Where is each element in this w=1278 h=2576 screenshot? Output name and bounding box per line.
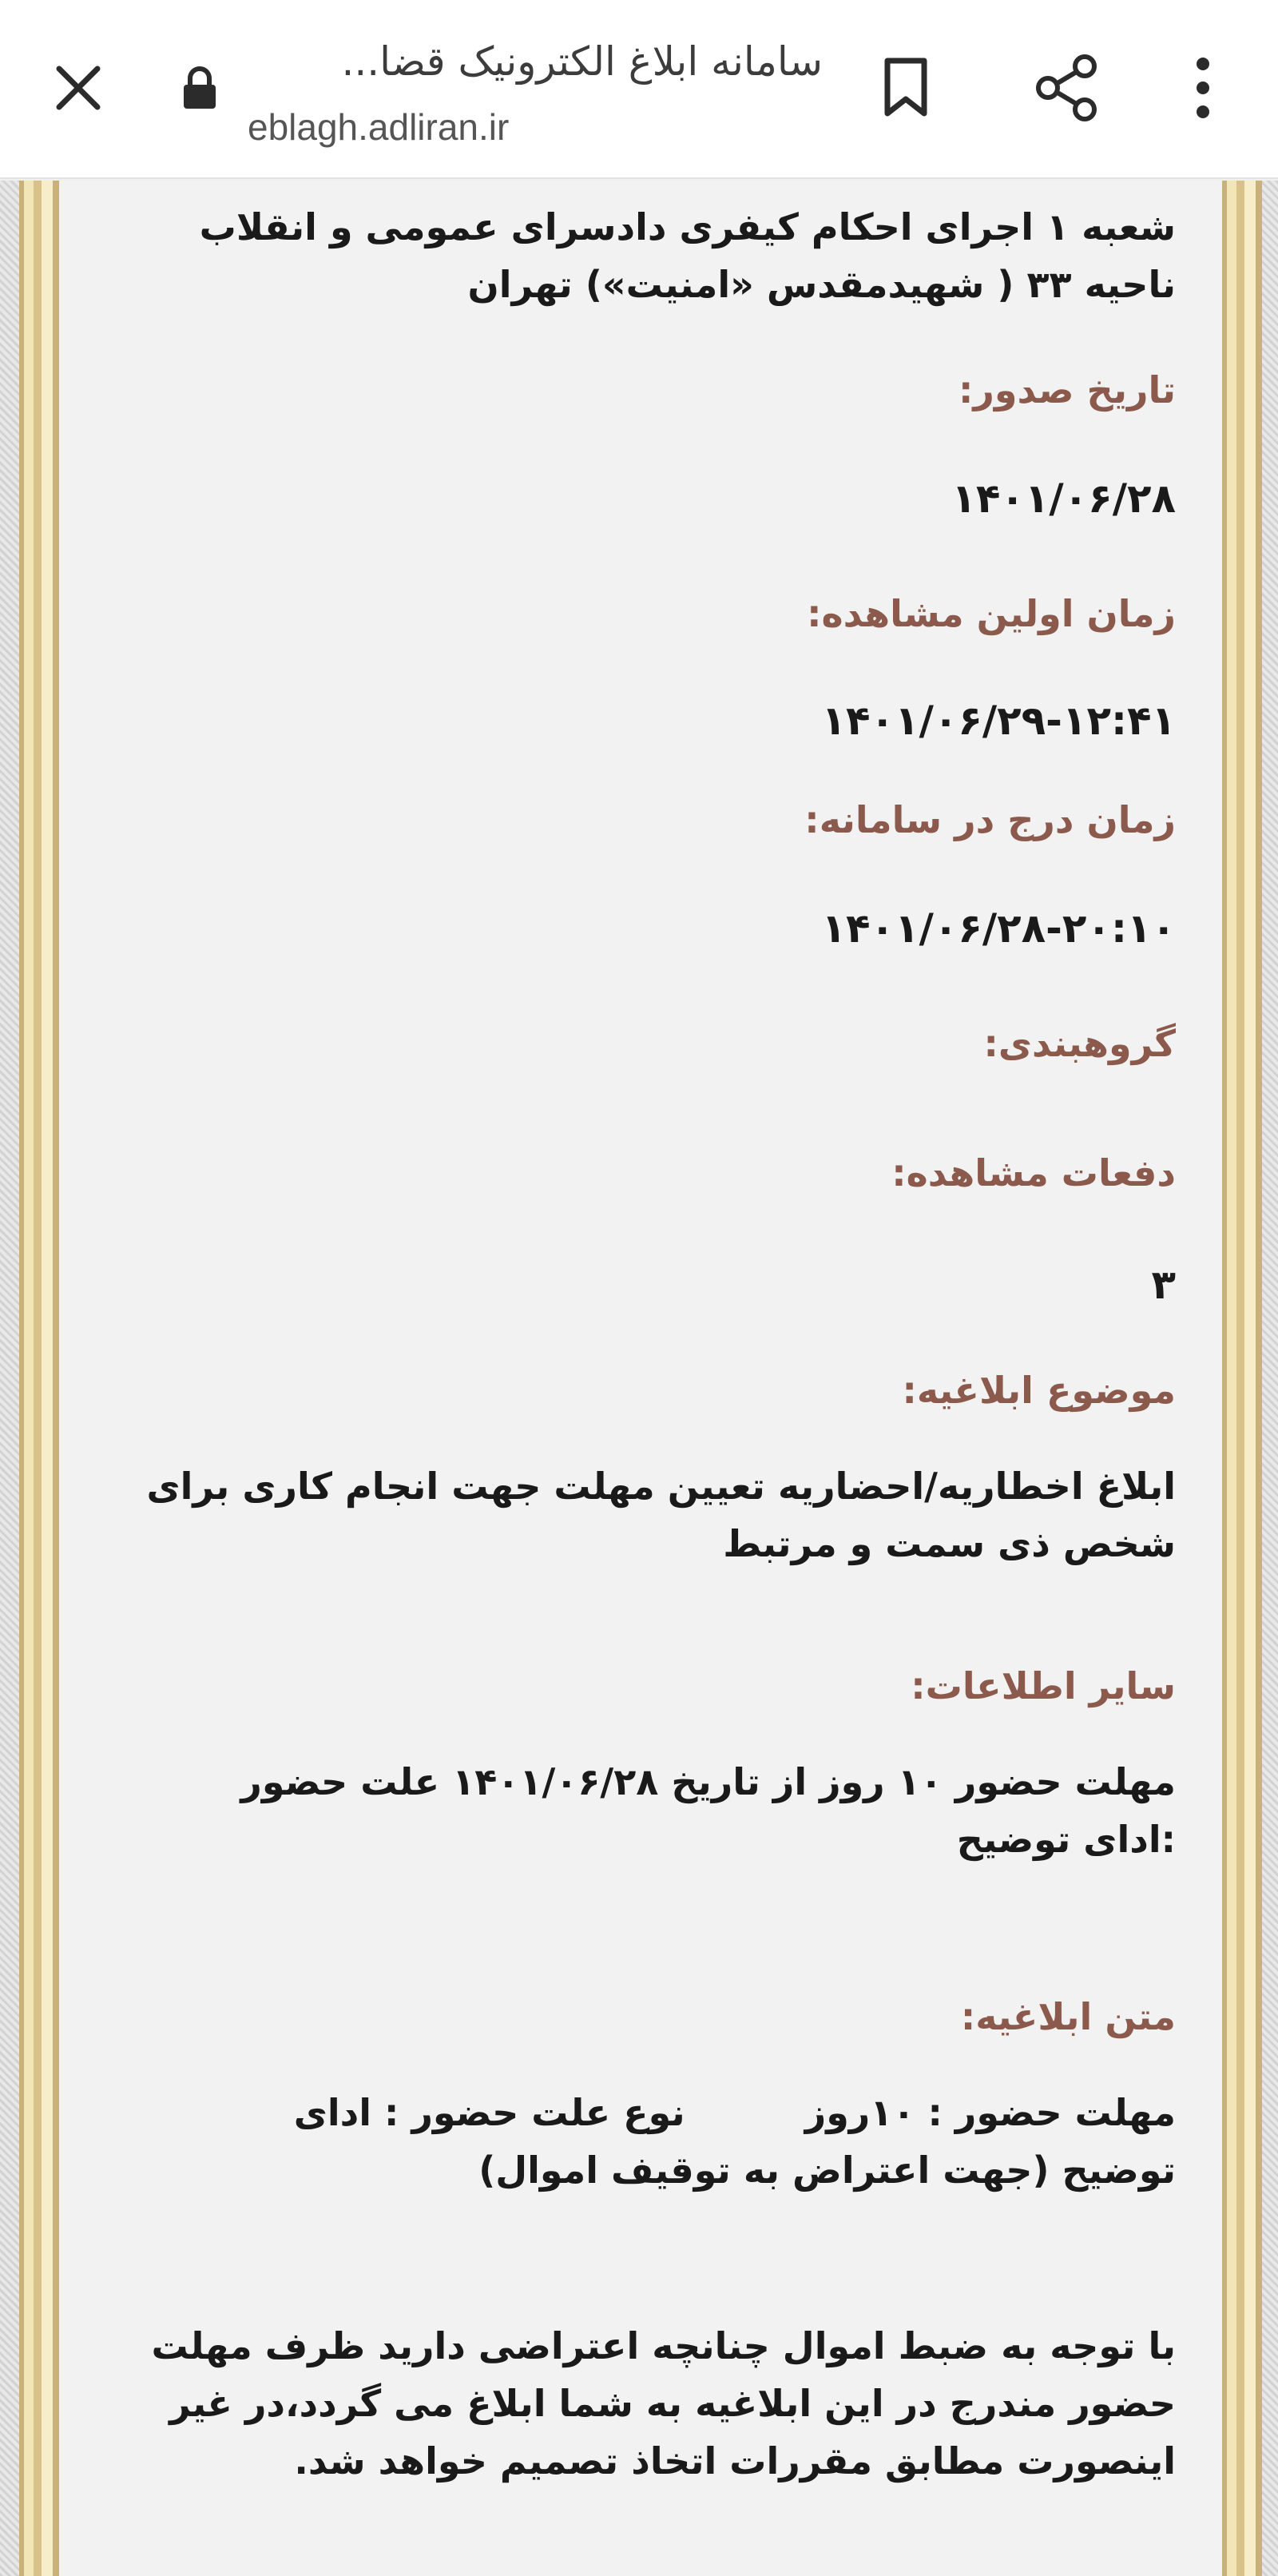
notice-body-line-2: حضور مندرج در این ابلاغیه به شما ابلاغ می گردد،در غیر: [169, 2382, 1176, 2425]
other-info-line-2: :ادای توضیح: [956, 1818, 1176, 1861]
page-url: eblagh.adliran.ir: [248, 106, 510, 148]
notice-text-label: متن ابلاغیه:: [960, 1995, 1176, 2038]
more-menu-button[interactable]: [1179, 51, 1227, 125]
attendance-deadline: مهلت حضور : ۱۰روز: [804, 2091, 1176, 2134]
grouping-label: گروهبندی:: [983, 1022, 1176, 1065]
page-background: [0, 181, 1278, 2576]
other-info-label: سایر اطلاعات:: [911, 1664, 1176, 1707]
share-button[interactable]: [1030, 51, 1102, 125]
issue-date-value: ۱۴۰۱/۰۶/۲۸: [951, 475, 1176, 522]
frame-border-left: [19, 181, 59, 2576]
branch-line-1: شعبه ۱ اجرای احکام کیفری دادسرای عمومی و انقلاب: [199, 205, 1176, 248]
lock-icon[interactable]: [177, 62, 222, 113]
notice-text-line-2: توضیح (جهت اعتراض به توقیف اموال): [478, 2149, 1176, 2192]
page-title-block[interactable]: [248, 32, 823, 152]
view-count-label: دفعات مشاهده:: [891, 1151, 1176, 1195]
notice-panel: [59, 181, 1222, 2576]
bookmark-icon: [883, 58, 929, 118]
other-info-value: [105, 1753, 1176, 1868]
bookmark-button[interactable]: [874, 51, 938, 125]
share-icon: [1034, 54, 1099, 122]
branch-header: [105, 198, 1176, 313]
notice-body: [105, 2317, 1176, 2490]
first-view-label: زمان اولین مشاهده:: [807, 592, 1176, 635]
attendance-reason-type: نوع علت حضور : ادای: [293, 2091, 685, 2134]
entry-time-label: زمان درج در سامانه:: [804, 798, 1176, 841]
branch-line-2: ناحیه ۳۳ ( شهیدمقدس «امنیت») تهران: [467, 263, 1176, 306]
subject-line-2: شخص ذی سمت و مرتبط: [723, 1522, 1176, 1565]
notice-body-line-3: اینصورت مطابق مقررات اتخاذ تصمیم خواهد شد.: [294, 2439, 1176, 2483]
entry-time-value: ۱۴۰۱/۰۶/۲۸-۲۰:۱۰: [821, 905, 1176, 952]
close-button[interactable]: [46, 56, 110, 120]
notice-text-line-1: [105, 2084, 1176, 2141]
more-vert-icon: [1195, 56, 1211, 120]
other-info-line-1: مهلت حضور ۱۰ روز از تاریخ ۱۴۰۱/۰۶/۲۸ علت حضور: [240, 1760, 1176, 1803]
subject-label: موضوع ابلاغیه:: [902, 1369, 1176, 1412]
view-count-value: ۳: [1151, 1262, 1176, 1308]
close-icon: [53, 62, 104, 113]
subject-value: [105, 1457, 1176, 1572]
frame-border-right: [1222, 181, 1262, 2576]
first-view-value: ۱۴۰۱/۰۶/۲۹-۱۲:۴۱: [821, 698, 1176, 744]
notice-body-line-1: با توجه به ضبط اموال چنانچه اعتراضی دارید ظرف مهلت: [151, 2324, 1176, 2367]
subject-line-1: ابلاغ اخطاریه/احضاریه تعیین مهلت جهت انجام کاری برای: [146, 1465, 1176, 1508]
page-title: سامانه ابلاغ الکترونیک قضا...: [341, 38, 823, 85]
notice-text: [105, 2084, 1176, 2199]
issue-date-label: تاریخ صدور:: [958, 368, 1176, 411]
browser-toolbar: [0, 0, 1278, 179]
